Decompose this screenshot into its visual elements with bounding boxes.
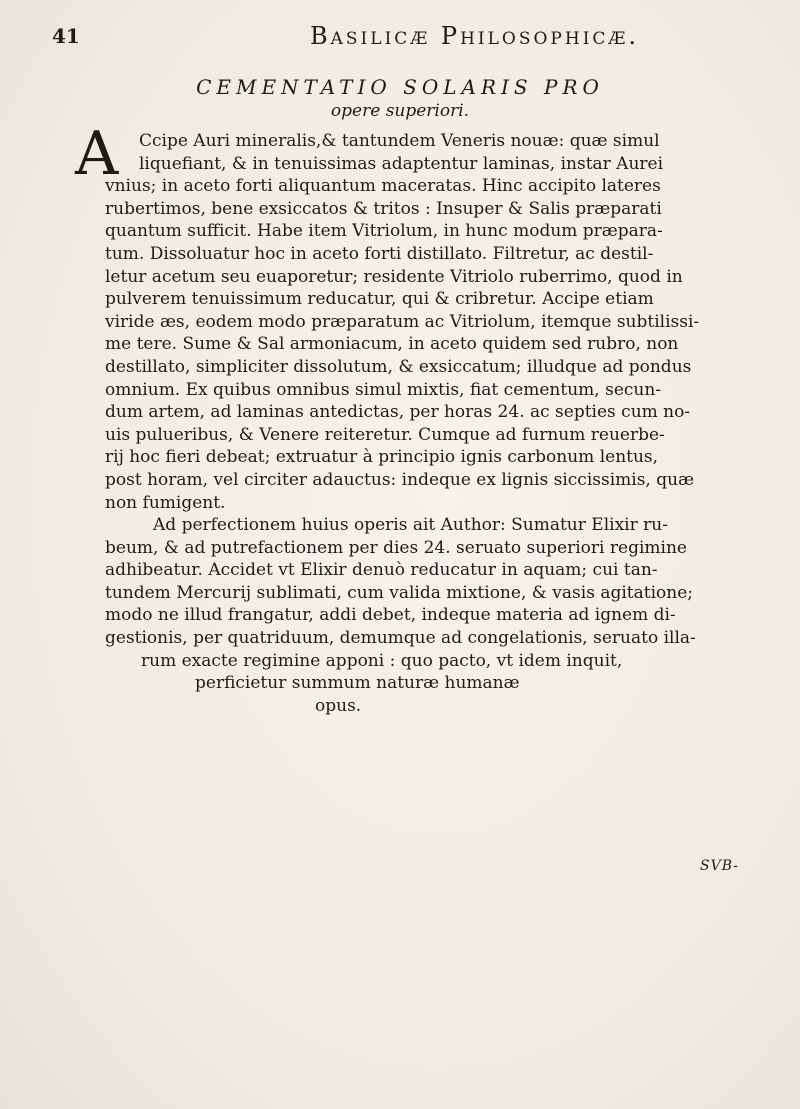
page-number: 41 xyxy=(52,24,80,48)
text-line: beum, & ad putrefactionem per dies 24. seruato superiori regimine xyxy=(105,537,687,558)
paragraph-2 xyxy=(105,514,795,717)
section-title: CEMENTATIO SOLARIS PRO xyxy=(196,75,604,99)
text-line: opus. xyxy=(315,695,362,716)
page-header xyxy=(40,18,760,58)
text-line: uis pulueribus, & Venere reiteretur. Cumque ad furnum reuerbe- xyxy=(105,424,665,445)
text-line: destillato, simpliciter dissolutum, & exsiccatum; illudque ad pondus xyxy=(105,356,692,377)
text-line: tum. Dissoluatur hoc in aceto forti distillato. Filtretur, ac destil- xyxy=(105,243,654,264)
text-line: Ad perfectionem huius operis ait Author: Sumatur Elixir ru- xyxy=(153,515,668,536)
text-line: quantum sufficit. Habe item Vitriolum, in hunc modum præpara- xyxy=(105,221,663,242)
catchword: SVB- xyxy=(700,858,739,874)
text-line: Ccipe Auri mineralis,& tantundem Veneris nouæ: quæ simul xyxy=(139,131,660,151)
drop-capital: A xyxy=(75,119,119,189)
text-line: modo ne illud frangatur, addi debet, indeque materia ad ignem di- xyxy=(105,605,676,626)
running-head: Basilicæ Philosophicæ. xyxy=(310,22,640,50)
text-line: pulverem tenuissimum reducatur, qui & cribretur. Accipe etiam xyxy=(105,289,654,310)
text-line: omnium. Ex quibus omnibus simul mixtis, fiat cementum, secun- xyxy=(105,379,662,400)
body-text xyxy=(105,130,795,717)
text-line: letur acetum seu euaporetur; residente Vitriolo ruberrimo, quod in xyxy=(105,266,683,287)
text-line: adhibeatur. Accidet vt Elixir denuò reducatur in aquam; cui tan- xyxy=(105,560,658,581)
text-line: rum exacte regimine apponi : quo pacto, vt idem inquit, xyxy=(141,650,623,671)
text-line: gestionis, per quatriduum, demumque ad congelationis, seruato illa- xyxy=(105,628,696,649)
text-line: tundem Mercurij sublimati, cum valida mixtione, & vasis agitatione; xyxy=(105,582,693,603)
text-line: me tere. Sume & Sal armoniacum, in aceto quidem sed rubro, non xyxy=(105,334,679,355)
text-line: liquefiant, & in tenuissimas adaptentur laminas, instar Aurei xyxy=(139,153,664,174)
text-line: dum artem, ad laminas antedictas, per horas 24. ac septies cum no- xyxy=(105,402,691,423)
section-subtitle: opere superiori. xyxy=(330,101,470,121)
paragraph-1 xyxy=(105,130,795,514)
text-line: viride æs, eodem modo præparatum ac Vitriolum, itemque subtilissi- xyxy=(105,311,700,332)
text-line: vnius; in aceto forti aliquantum maceratas. Hinc accipito lateres xyxy=(105,176,661,197)
text-line: rubertimos, bene exsiccatos & tritos : Insuper & Salis præparati xyxy=(105,198,662,219)
text-line: non fumigent. xyxy=(105,492,226,513)
text-line: rij hoc fieri debeat; extruatur à principio ignis carbonum lentus, xyxy=(105,447,659,468)
text-line: perficietur summum naturæ humanæ xyxy=(195,673,520,694)
text-line: post horam, vel circiter adauctus: indeque ex lignis siccissimis, quæ xyxy=(105,469,695,490)
